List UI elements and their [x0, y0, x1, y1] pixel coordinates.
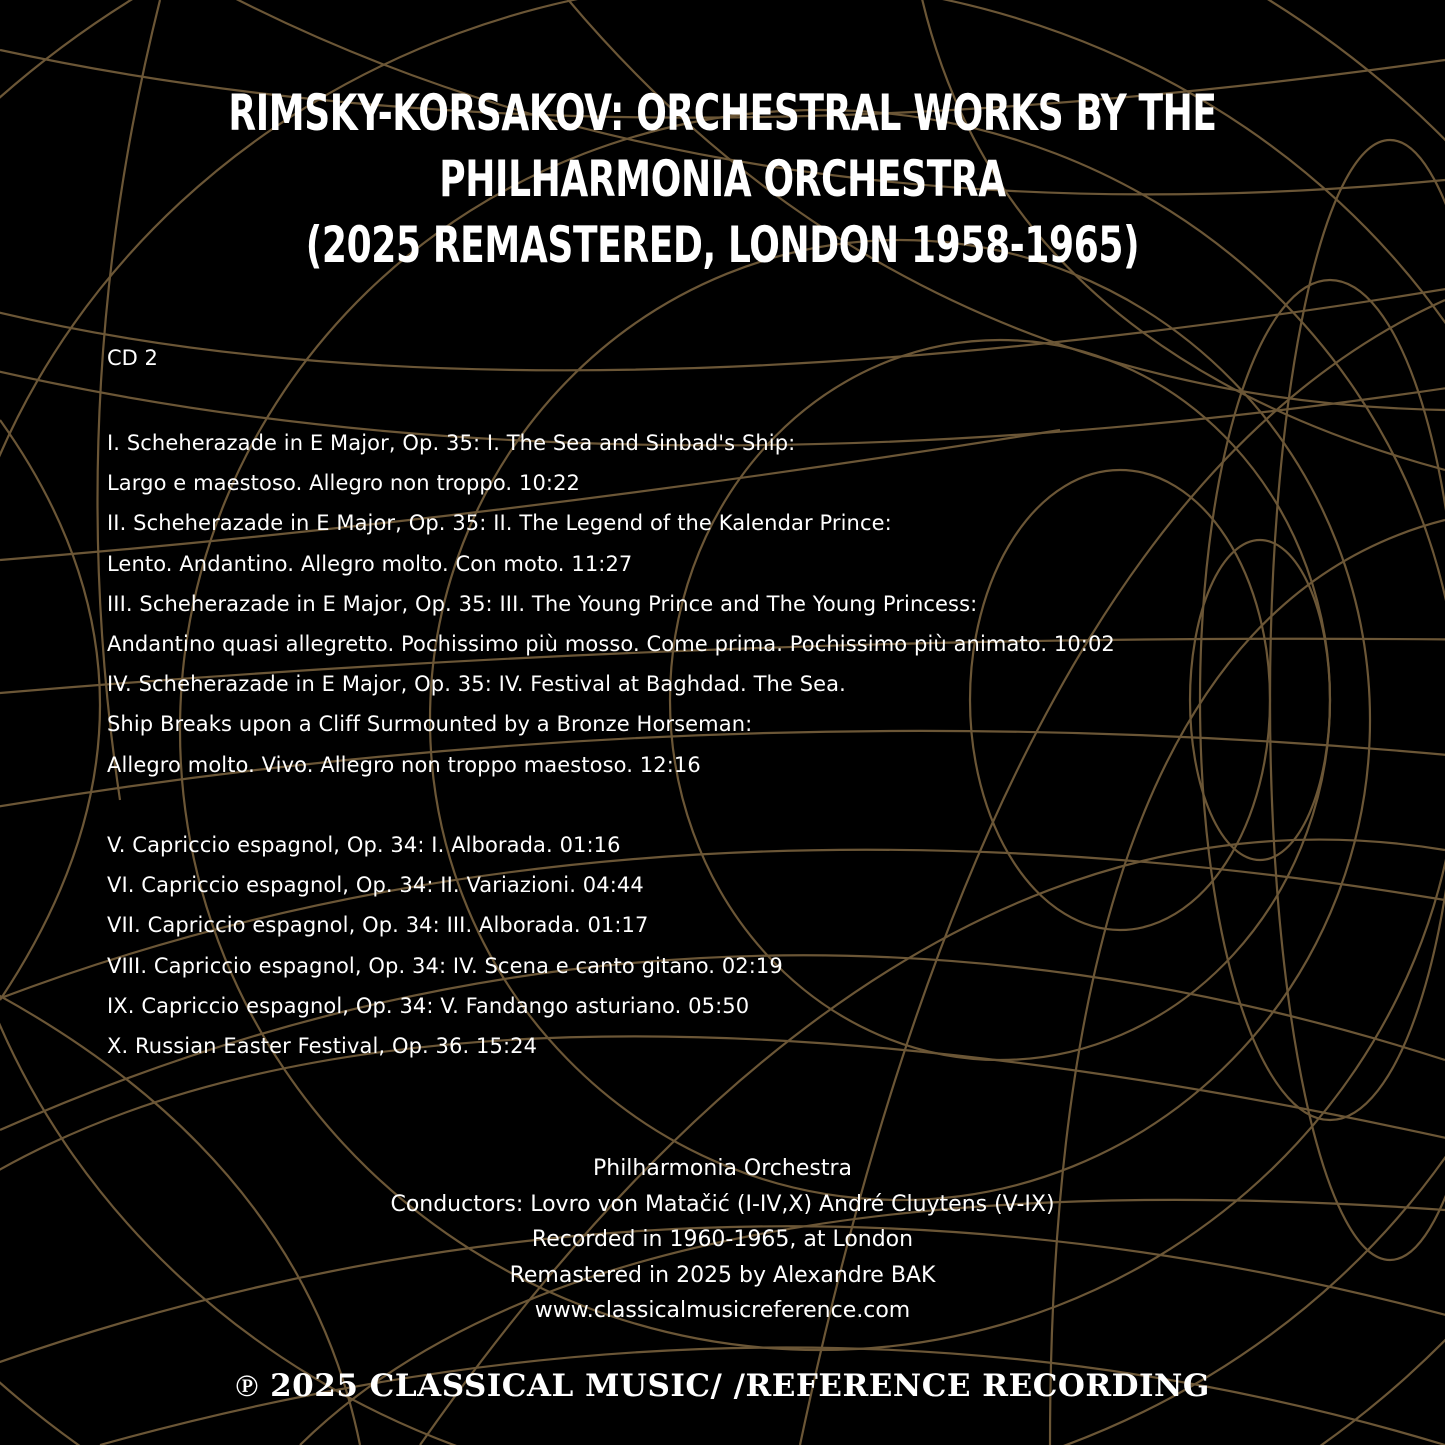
- credits-website: www.classicalmusicreference.com: [534, 1298, 911, 1323]
- credits-block: [0, 1151, 1445, 1329]
- track-line: VIII. Capriccio espagnol, Op. 34: IV. Scena e canto gitano. 02:19: [107, 953, 783, 978]
- track-group-spacer: [107, 785, 1357, 825]
- track-list: [107, 423, 1357, 1066]
- track-line: V. Capriccio espagnol, Op. 34: I. Alborada. 01:16: [107, 833, 621, 858]
- copyright-notice: ℗ 2025 CLASSICAL MUSIC/ /REFERENCE RECORDING: [235, 1368, 1210, 1404]
- track-line: VI. Capriccio espagnol, Op. 34: II. Variazioni. 04:44: [107, 873, 644, 898]
- credits-orchestra: Philharmonia Orchestra: [592, 1156, 852, 1181]
- track-line: Andantino quasi allegretto. Pochissimo più mosso. Come prima. Pochissimo più animato. 10:02: [107, 632, 1115, 657]
- album-title-line-2: PHILHARMONIA ORCHESTRA: [439, 150, 1006, 208]
- track-line: Largo e maestoso. Allegro non troppo. 10:22: [107, 471, 581, 496]
- credits-recorded: Recorded in 1960-1965, at London: [531, 1227, 914, 1252]
- credits-remastered: Remastered in 2025 by Alexandre BAK: [509, 1262, 936, 1288]
- track-line: II. Scheherazade in E Major, Op. 35: II. The Legend of the Kalendar Prince:: [107, 511, 892, 536]
- track-line: III. Scheherazade in E Major, Op. 35: III. The Young Prince and The Young Princess:: [107, 591, 978, 616]
- track-line: Allegro molto. Vivo. Allegro non troppo maestoso. 12:16: [107, 752, 701, 777]
- track-line: Lento. Andantino. Allegro molto. Con moto. 11:27: [107, 551, 633, 576]
- track-line: Ship Breaks upon a Cliff Surmounted by a Bronze Horseman:: [107, 712, 753, 737]
- disc-label: CD 2: [107, 346, 158, 370]
- track-line: IX. Capriccio espagnol, Op. 34: V. Fandango asturiano. 05:50: [107, 993, 750, 1018]
- track-line: IV. Scheherazade in E Major, Op. 35: IV. Festival at Baghdad. The Sea.: [107, 672, 846, 697]
- credits-conductors: Conductors: Lovro von Matačić (I-IV,X) André Cluytens (V-IX): [390, 1191, 1055, 1217]
- album-title: [202, 80, 1242, 278]
- track-line: X. Russian Easter Festival, Op. 36. 15:24: [107, 1034, 538, 1059]
- album-title-line-1: RIMSKY-KORSAKOV: ORCHESTRAL WORKS BY THE: [228, 84, 1217, 142]
- album-title-line-3: (2025 REMASTERED, LONDON 1958-1965): [305, 216, 1140, 274]
- track-line: VII. Capriccio espagnol, Op. 34: III. Alborada. 01:17: [107, 913, 649, 938]
- track-line: I. Scheherazade in E Major, Op. 35: I. The Sea and Sinbad's Ship:: [107, 431, 796, 455]
